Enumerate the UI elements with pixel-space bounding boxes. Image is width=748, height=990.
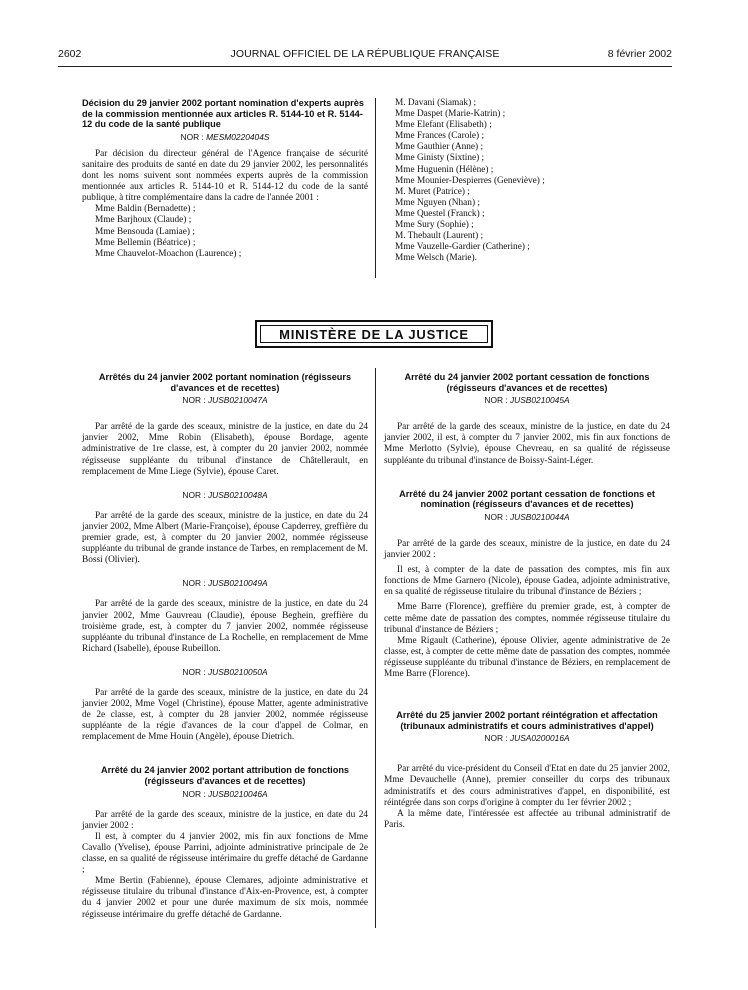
expert-name: Mme Barjhoux (Claude) ;	[95, 215, 192, 226]
arrete-title: Arrêté du 24 janvier 2002 portant cessation de fonctions (régisseurs d'avances et de recettes)	[404, 372, 650, 393]
arrete-paragraph: Par arrêté de la garde des sceaux, ministre de la justice, en date du 24 janvier 2002, il est, à compter du 7 janvier 2002, mis fin aux fonctions de Mme Merlotto (Sylvie), épouse Chevreau, en sa qualité de régisseuse suppléante du tribunal d'instance de Boissy-Saint-Léger.	[384, 422, 670, 466]
expert-name: Mme Frances (Carole) ;	[395, 131, 485, 142]
expert-name: Mme Baldin (Bernadette) ;	[95, 204, 196, 215]
arrete-paragraph: Par arrêté de la garde des sceaux, ministre de la justice, en date du 24 janvier 2002 :	[82, 809, 368, 831]
expert-name: Mme Bellemin (Béatrice) ;	[95, 237, 196, 248]
expert-name: M. Thebault (Laurent) ;	[395, 231, 484, 242]
expert-name: Mme Gauthier (Anne) ;	[395, 142, 484, 153]
arrete-title: Arrêté du 25 janvier 2002 portant réintégration et affectation (tribunaux administratifs et cours administratives d'appel)	[396, 710, 658, 731]
expert-name: Mme Sury (Sophie) ;	[395, 220, 474, 231]
ministry-heading-box	[255, 320, 493, 348]
column-divider-bottom	[375, 368, 376, 928]
expert-name: Mme Huguenin (Hélène) ;	[395, 164, 494, 175]
arrete-paragraph: Par arrêté de la garde des sceaux, ministre de la justice, en date du 24 janvier 2002 :	[384, 538, 670, 561]
expert-name: Mme Nguyen (Nhan) ;	[395, 197, 480, 208]
arrete-paragraph: Mme Bertin (Fabienne), épouse Clemares, adjointe administrative et régisseuse titulaire du tribunal d'instance d'Aix-en-Provence, est, à compter du 4 janvier 2002 et pour une durée maximum de six mois, nommée régisseuse intérimaire du greffe détaché de Gardanne.	[82, 876, 368, 920]
expert-name: Mme Vauzelle-Gardier (Catherine) ;	[395, 242, 530, 253]
arrete-title: Arrêté du 24 janvier 2002 portant cessation de fonctions et nomination (régisseurs d'avances et de recettes)	[399, 488, 655, 510]
arrete-title: Arrêtés du 24 janvier 2002 portant nomination (régisseurs d'avances et de recettes)	[98, 372, 352, 393]
expert-name: Mme Welsch (Marie).	[395, 253, 477, 264]
ministry-heading: MINISTÈRE DE LA JUSTICE	[260, 325, 488, 343]
nor-reference: NOR : JUSB0210047A	[182, 395, 268, 406]
issue-date: 8 février 2002	[607, 48, 672, 60]
experts-list-right	[395, 98, 665, 264]
decision-title: Décision du 29 janvier 2002 portant nomination d'experts auprès de la commission mentionnée aux articles R. 5144-10 et R. 5144-12 du code de la santé publique	[82, 98, 364, 130]
decision-experts-left	[82, 98, 368, 260]
expert-name: Mme Chauvelot-Moachon (Laurence) ;	[95, 248, 242, 259]
nor-reference: NOR : JUSB0210048A	[182, 489, 268, 500]
arrete-paragraph: Par arrêté de la garde des sceaux, ministre de la justice, en date du 24 janvier 2002, Mme Albert (Marie-Françoise), épouse Capderrey, greffière du premier grade, est, à compter du 20 janvier 2002, nommée régisseuse suppléante du tribunal de grande instance de Tarbes, en remplacement de M. Bossi (Olivier).	[82, 510, 368, 566]
journal-title: JOURNAL OFFICIEL DE LA RÉPUBLIQUE FRANÇAISE	[230, 48, 500, 60]
arrete-paragraph: Mme Rigault (Catherine), épouse Olivier, agente administrative de 2e classe, est, à compter de cette même date de passation des comptes, nommée régisseuse suppléante du tribunal d'instance de Béziers, en remplacement de Mme Barre (Florence).	[384, 635, 670, 679]
nor-reference: NOR : JUSB0210044A	[484, 511, 570, 522]
nor-reference: NOR : JUSA0200016A	[484, 733, 570, 744]
arrete-paragraph: Il est, à compter de la date de passation des comptes, mis fin aux fonctions de Mme Garnero (Nicole), épouse Gadea, adjointe administrative, en sa qualité de régisseuse titulaire du tribunal d'instance de Béziers ;	[384, 565, 670, 598]
expert-name: Mme Bensouda (Lamiae) ;	[95, 226, 195, 237]
arrete-paragraph: Par arrêté de la garde des sceaux, ministre de la justice, en date du 24 janvier 2002, Mme Gauvreau (Claudie), épouse Beghein, greffière du troisième grade, est, à compter du 7 janvier 2002, nommée régisseuse suppléante du tribunal d'instance de La Rochelle, en remplacement de Mme Richard (Isabelle), épouse Rubeillon.	[82, 599, 368, 654]
column-divider-top	[375, 98, 376, 278]
expert-name: M. Davani (Siamak) ;	[395, 98, 477, 108]
nor-reference: NOR : JUSB0210045A	[484, 395, 570, 406]
nor-reference: NOR : JUSB0210049A	[182, 578, 268, 589]
nor-reference: NOR : JUSB0210050A	[182, 666, 268, 677]
nor-reference: NOR : JUSB0210046A	[182, 788, 268, 799]
expert-name: Mme Elefant (Elisabeth) ;	[395, 120, 492, 131]
decision-nor: NOR : MESM0220404S	[180, 131, 270, 142]
page-header	[58, 48, 672, 64]
arrete-paragraph: Il est, à compter du 4 janvier 2002, mis fin aux fonctions de Mme Cavallo (Yvelise), épouse Parrini, adjointe administrative principale de 2e classe, en sa qualité de régisseuse intérimaire du greffe détaché de Gardanne ;	[82, 831, 368, 876]
expert-name: Mme Ginisty (Sixtine) ;	[395, 153, 485, 164]
page-number: 2602	[58, 48, 82, 60]
arrete-paragraph: A la même date, l'intéressée est affectée au tribunal administratif de Paris.	[384, 808, 670, 830]
expert-name: Mme Mounier-Despierres (Geneviève) ;	[395, 175, 545, 186]
decision-body: Par décision du directeur général de l'Agence française de sécurité sanitaire des produits de santé en date du 29 janvier 2002, les personnalités dont les noms suivent sont nommées experts auprès de la commission mentionnée aux articles R. 5144-10 et R. 5144-12 du code de la santé publique, à titre complémentaire dans la cadre de l'année 2001 :	[82, 148, 368, 204]
header-rule	[58, 66, 672, 67]
right-column	[384, 372, 670, 831]
expert-name: Mme Daspet (Marie-Katrin) ;	[395, 109, 506, 120]
arrete-paragraph: Par arrêté de la garde des sceaux, ministre de la justice, en date du 24 janvier 2002, Mme Robin (Elisabeth), épouse Bordage, agente administrative de 1re classe, est, à compter du 20 janvier 2002, nommée régisseuse suppléante du tribunal d'instance de Châtellerault, en remplacement de Mme Liege (Sylvie), épouse Caret.	[82, 422, 368, 477]
arrete-paragraph: Par arrêté du vice-président du Conseil d'Etat en date du 25 janvier 2002, Mme Devauchelle (Anne), premier conseiller du corps des tribunaux administratifs et des cours administratives d'appel, en disponibilité, est réintégrée dans son corps d'origine à compter du 1er février 2002 ;	[384, 764, 670, 808]
expert-name: M. Muret (Patrice) ;	[395, 186, 470, 197]
expert-name: Mme Questel (Franck) ;	[395, 208, 485, 219]
arrete-paragraph: Mme Barre (Florence), greffière du premier grade, est, à compter de cette même date de passation des comptes, nommée régisseuse titulaire du tribunal d'instance de Béziers ;	[384, 602, 670, 635]
arrete-paragraph: Par arrêté de la garde des sceaux, ministre de la justice, en date du 24 janvier 2002, Mme Vogel (Christine), épouse Matter, agente administrative de 2e classe, est, à compter du 28 janvier 2002, nommée régisseuse suppléante de la régie d'avances de la cour d'appel de Colmar, en remplacement de Mme Houin (Angèle), épouse Dietrich.	[82, 687, 368, 743]
left-column	[82, 372, 368, 921]
experts-list-left	[82, 204, 368, 259]
arrete-title: Arrêté du 24 janvier 2002 portant attribution de fonctions (régisseurs d'avances et de recettes)	[100, 765, 350, 787]
